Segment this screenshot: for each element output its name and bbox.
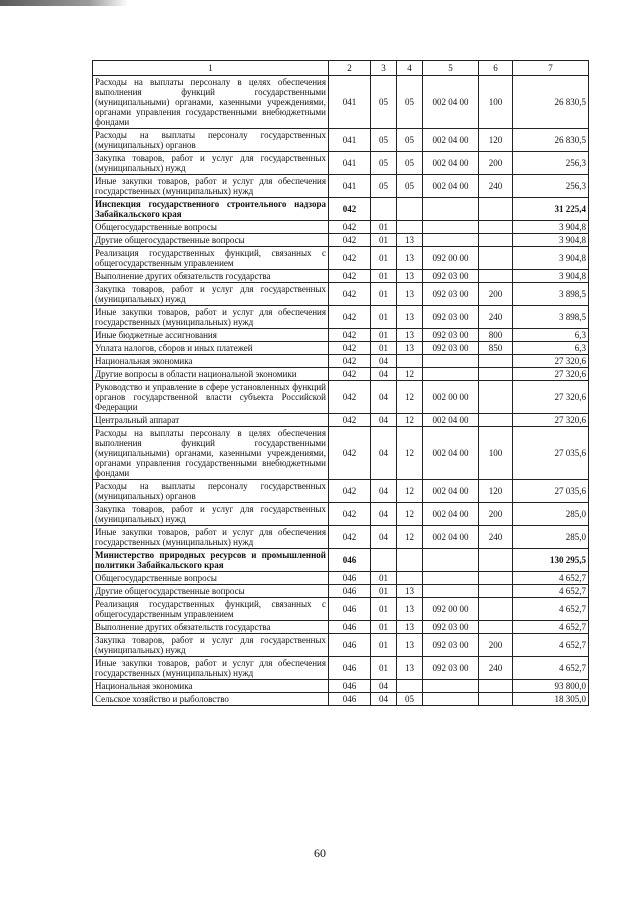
cell-subsection: 12 (397, 526, 423, 549)
cell-amount: 4 652,7 (513, 657, 589, 680)
cell-subsection: 13 (397, 657, 423, 680)
cell-section: 04 (371, 480, 397, 503)
cell-section: 01 (371, 598, 397, 621)
cell-amount: 3 898,5 (513, 306, 589, 329)
cell-target-item: 002 04 00 (423, 76, 479, 129)
table-row (93, 480, 589, 503)
cell-admin-code: 042 (329, 480, 371, 503)
cell-expense-type (479, 572, 513, 585)
cell-subsection (397, 221, 423, 234)
cell-target-item (423, 355, 479, 368)
cell-name: Реализация государственных функций, связанных с общегосударственным управлением (93, 247, 329, 270)
cell-amount: 3 904,8 (513, 221, 589, 234)
cell-subsection: 13 (397, 306, 423, 329)
cell-section: 05 (371, 129, 397, 152)
cell-name: Реализация государственных функций, связанных с общегосударственным управлением (93, 598, 329, 621)
cell-amount: 285,0 (513, 503, 589, 526)
cell-expense-type (479, 381, 513, 414)
cell-subsection (397, 572, 423, 585)
table-row-department (93, 198, 589, 221)
table-row (93, 680, 589, 693)
cell-subsection (397, 549, 423, 572)
cell-admin-code: 046 (329, 572, 371, 585)
cell-amount: 27 320,6 (513, 381, 589, 414)
cell-expense-type: 200 (479, 283, 513, 306)
cell-section: 01 (371, 572, 397, 585)
cell-admin-code: 046 (329, 680, 371, 693)
cell-subsection: 13 (397, 585, 423, 598)
header-col-3: 3 (371, 61, 397, 76)
cell-target-item (423, 221, 479, 234)
cell-subsection: 12 (397, 503, 423, 526)
cell-amount: 26 830,5 (513, 76, 589, 129)
cell-amount: 27 320,6 (513, 414, 589, 427)
cell-target-item: 092 00 00 (423, 247, 479, 270)
cell-subsection: 05 (397, 152, 423, 175)
cell-admin-code: 042 (329, 198, 371, 221)
cell-amount: 6,3 (513, 329, 589, 342)
table-row (93, 234, 589, 247)
cell-expense-type: 200 (479, 503, 513, 526)
cell-admin-code: 042 (329, 355, 371, 368)
cell-admin-code: 042 (329, 427, 371, 480)
cell-name: Министерство природных ресурсов и промышленной политики Забайкальского края (93, 549, 329, 572)
table-row (93, 129, 589, 152)
cell-amount: 256,3 (513, 175, 589, 198)
header-col-2: 2 (329, 61, 371, 76)
cell-target-item: 002 04 00 (423, 129, 479, 152)
cell-expense-type (479, 270, 513, 283)
cell-expense-type: 240 (479, 175, 513, 198)
cell-subsection: 12 (397, 414, 423, 427)
cell-target-item: 092 00 00 (423, 598, 479, 621)
cell-admin-code: 041 (329, 76, 371, 129)
cell-name: Расходы на выплаты персоналу в целях обеспечения выполнения функций государственными (муниципальными) органами, казенными учреждениями, органами управления государственными внебюджетными фондами (93, 427, 329, 480)
cell-target-item: 092 03 00 (423, 342, 479, 355)
cell-admin-code: 042 (329, 329, 371, 342)
cell-section: 04 (371, 381, 397, 414)
table-row (93, 414, 589, 427)
cell-expense-type (479, 198, 513, 221)
cell-name: Закупка товаров, работ и услуг для государственных (муниципальных) нужд (93, 634, 329, 657)
cell-amount: 130 295,5 (513, 549, 589, 572)
cell-target-item (423, 549, 479, 572)
cell-subsection: 05 (397, 693, 423, 706)
cell-target-item: 092 03 00 (423, 329, 479, 342)
cell-amount: 4 652,7 (513, 621, 589, 634)
cell-target-item (423, 198, 479, 221)
budget-table (92, 60, 589, 706)
cell-section: 01 (371, 221, 397, 234)
cell-section: 04 (371, 414, 397, 427)
cell-name: Иные закупки товаров, работ и услуг для обеспечения государственных (муниципальных) нужд (93, 175, 329, 198)
cell-target-item: 002 04 00 (423, 427, 479, 480)
cell-amount: 27 035,6 (513, 480, 589, 503)
cell-admin-code: 046 (329, 598, 371, 621)
cell-admin-code: 042 (329, 306, 371, 329)
cell-amount: 3 904,8 (513, 234, 589, 247)
cell-section: 04 (371, 503, 397, 526)
cell-section: 01 (371, 270, 397, 283)
cell-subsection: 13 (397, 634, 423, 657)
cell-target-item: 002 04 00 (423, 152, 479, 175)
table-row (93, 526, 589, 549)
cell-section (371, 549, 397, 572)
table-row (93, 634, 589, 657)
page-number: 60 (314, 846, 326, 860)
cell-target-item: 092 03 00 (423, 657, 479, 680)
cell-target-item: 002 04 00 (423, 414, 479, 427)
cell-name: Уплата налогов, сборов и иных платежей (93, 342, 329, 355)
table-row (93, 503, 589, 526)
cell-admin-code: 046 (329, 549, 371, 572)
cell-name: Национальная экономика (93, 355, 329, 368)
cell-amount: 256,3 (513, 152, 589, 175)
table-row (93, 283, 589, 306)
cell-subsection: 12 (397, 427, 423, 480)
cell-name: Общегосударственные вопросы (93, 572, 329, 585)
cell-name: Другие вопросы в области национальной экономики (93, 368, 329, 381)
cell-target-item (423, 693, 479, 706)
table-row (93, 247, 589, 270)
cell-name: Иные закупки товаров, работ и услуг для обеспечения государственных (муниципальных) нужд (93, 657, 329, 680)
cell-admin-code: 042 (329, 342, 371, 355)
cell-section (371, 198, 397, 221)
table-row (93, 657, 589, 680)
cell-expense-type: 120 (479, 129, 513, 152)
cell-target-item (423, 572, 479, 585)
table-row (93, 598, 589, 621)
cell-expense-type: 200 (479, 152, 513, 175)
cell-expense-type: 850 (479, 342, 513, 355)
table-row (93, 572, 589, 585)
header-col-4: 4 (397, 61, 423, 76)
cell-target-item (423, 234, 479, 247)
table-row (93, 175, 589, 198)
cell-target-item: 092 03 00 (423, 634, 479, 657)
cell-name: Иные закупки товаров, работ и услуг для обеспечения государственных (муниципальных) нужд (93, 306, 329, 329)
cell-section: 04 (371, 526, 397, 549)
cell-subsection: 12 (397, 480, 423, 503)
cell-name: Другие общегосударственные вопросы (93, 585, 329, 598)
cell-amount: 4 652,7 (513, 572, 589, 585)
cell-admin-code: 042 (329, 270, 371, 283)
cell-expense-type (479, 234, 513, 247)
cell-subsection: 13 (397, 342, 423, 355)
cell-admin-code: 041 (329, 129, 371, 152)
cell-admin-code: 042 (329, 368, 371, 381)
table-row (93, 427, 589, 480)
cell-admin-code: 042 (329, 247, 371, 270)
table-row (93, 585, 589, 598)
table-header-row (93, 61, 589, 76)
cell-amount: 3 904,8 (513, 270, 589, 283)
cell-section: 01 (371, 621, 397, 634)
cell-target-item (423, 585, 479, 598)
table-row (93, 355, 589, 368)
table-row (93, 693, 589, 706)
cell-target-item: 002 04 00 (423, 503, 479, 526)
cell-section: 05 (371, 152, 397, 175)
cell-section: 05 (371, 76, 397, 129)
cell-amount: 31 225,4 (513, 198, 589, 221)
cell-amount: 3 898,5 (513, 283, 589, 306)
cell-target-item: 002 00 00 (423, 381, 479, 414)
table-body (93, 76, 589, 706)
header-col-1: 1 (93, 61, 329, 76)
cell-amount: 4 652,7 (513, 598, 589, 621)
cell-expense-type (479, 368, 513, 381)
cell-subsection (397, 198, 423, 221)
cell-amount: 4 652,7 (513, 634, 589, 657)
cell-expense-type (479, 247, 513, 270)
cell-section: 01 (371, 657, 397, 680)
cell-amount: 93 800,0 (513, 680, 589, 693)
cell-name: Закупка товаров, работ и услуг для государственных (муниципальных) нужд (93, 503, 329, 526)
cell-subsection: 13 (397, 270, 423, 283)
cell-amount: 27 035,6 (513, 427, 589, 480)
cell-target-item: 092 03 00 (423, 306, 479, 329)
cell-section: 04 (371, 368, 397, 381)
table-row (93, 221, 589, 234)
cell-section: 01 (371, 283, 397, 306)
cell-name: Закупка товаров, работ и услуг для государственных (муниципальных) нужд (93, 152, 329, 175)
cell-subsection (397, 355, 423, 368)
cell-amount: 18 305,0 (513, 693, 589, 706)
cell-expense-type (479, 585, 513, 598)
cell-name: Расходы на выплаты персоналу государственных (муниципальных) органов (93, 480, 329, 503)
cell-admin-code: 046 (329, 621, 371, 634)
cell-expense-type (479, 221, 513, 234)
table-row (93, 270, 589, 283)
cell-expense-type (479, 693, 513, 706)
cell-subsection: 13 (397, 329, 423, 342)
cell-section: 01 (371, 306, 397, 329)
cell-admin-code: 042 (329, 221, 371, 234)
cell-subsection (397, 680, 423, 693)
cell-target-item: 002 04 00 (423, 175, 479, 198)
cell-amount: 26 830,5 (513, 129, 589, 152)
cell-section: 01 (371, 585, 397, 598)
cell-admin-code: 041 (329, 152, 371, 175)
cell-expense-type: 200 (479, 634, 513, 657)
cell-section: 04 (371, 693, 397, 706)
header-col-6: 6 (479, 61, 513, 76)
cell-target-item: 092 03 00 (423, 270, 479, 283)
cell-expense-type (479, 414, 513, 427)
cell-amount: 3 904,8 (513, 247, 589, 270)
scan-edge-mark (0, 0, 128, 6)
cell-name: Руководство и управление в сфере установленных функций органов государственной власти субъекта Российской Федерации (93, 381, 329, 414)
cell-target-item: 002 04 00 (423, 480, 479, 503)
cell-name: Расходы на выплаты персоналу в целях обеспечения выполнения функций государственными (муниципальными) органами, казенными учреждениями, органами управления государственными внебюджетными фондами (93, 76, 329, 129)
header-col-7: 7 (513, 61, 589, 76)
cell-target-item: 092 03 00 (423, 621, 479, 634)
table-row (93, 306, 589, 329)
cell-expense-type: 100 (479, 427, 513, 480)
cell-target-item: 092 03 00 (423, 283, 479, 306)
cell-amount: 285,0 (513, 526, 589, 549)
cell-section: 05 (371, 175, 397, 198)
table-row (93, 76, 589, 129)
cell-subsection: 13 (397, 283, 423, 306)
table-row (93, 342, 589, 355)
table-row-department (93, 549, 589, 572)
cell-name: Закупка товаров, работ и услуг для государственных (муниципальных) нужд (93, 283, 329, 306)
cell-target-item: 002 04 00 (423, 526, 479, 549)
cell-expense-type: 240 (479, 657, 513, 680)
cell-expense-type (479, 621, 513, 634)
cell-expense-type (479, 598, 513, 621)
cell-expense-type: 240 (479, 526, 513, 549)
cell-subsection: 13 (397, 598, 423, 621)
cell-section: 01 (371, 342, 397, 355)
cell-amount: 27 320,6 (513, 355, 589, 368)
table-row (93, 368, 589, 381)
cell-admin-code: 046 (329, 585, 371, 598)
cell-name: Иные закупки товаров, работ и услуг для обеспечения государственных (муниципальных) нужд (93, 526, 329, 549)
header-col-5: 5 (423, 61, 479, 76)
cell-expense-type: 800 (479, 329, 513, 342)
cell-subsection: 13 (397, 621, 423, 634)
cell-section: 04 (371, 680, 397, 693)
cell-amount: 6,3 (513, 342, 589, 355)
cell-name: Сельское хозяйство и рыболовство (93, 693, 329, 706)
table-row (93, 621, 589, 634)
cell-name: Общегосударственные вопросы (93, 221, 329, 234)
cell-admin-code: 042 (329, 414, 371, 427)
cell-name: Расходы на выплаты персоналу государственных (муниципальных) органов (93, 129, 329, 152)
cell-admin-code: 046 (329, 693, 371, 706)
cell-name: Иные бюджетные ассигнования (93, 329, 329, 342)
cell-admin-code: 042 (329, 503, 371, 526)
cell-admin-code: 041 (329, 175, 371, 198)
cell-amount: 27 320,6 (513, 368, 589, 381)
cell-expense-type: 120 (479, 480, 513, 503)
cell-subsection: 05 (397, 175, 423, 198)
cell-target-item (423, 368, 479, 381)
cell-expense-type: 100 (479, 76, 513, 129)
cell-subsection: 12 (397, 368, 423, 381)
cell-admin-code: 042 (329, 526, 371, 549)
table-row (93, 381, 589, 414)
cell-name: Выполнение других обязательств государства (93, 621, 329, 634)
cell-subsection: 12 (397, 381, 423, 414)
cell-section: 01 (371, 247, 397, 270)
cell-expense-type (479, 680, 513, 693)
cell-name: Национальная экономика (93, 680, 329, 693)
cell-admin-code: 042 (329, 381, 371, 414)
cell-admin-code: 046 (329, 657, 371, 680)
cell-section: 04 (371, 355, 397, 368)
cell-admin-code: 042 (329, 283, 371, 306)
cell-section: 01 (371, 634, 397, 657)
cell-admin-code: 042 (329, 234, 371, 247)
cell-name: Центральный аппарат (93, 414, 329, 427)
cell-expense-type (479, 549, 513, 572)
cell-subsection: 13 (397, 247, 423, 270)
cell-name: Другие общегосударственные вопросы (93, 234, 329, 247)
cell-section: 01 (371, 329, 397, 342)
cell-target-item (423, 680, 479, 693)
cell-subsection: 05 (397, 76, 423, 129)
cell-name: Инспекция государственного строительного надзора Забайкальского края (93, 198, 329, 221)
cell-expense-type: 240 (479, 306, 513, 329)
cell-name: Выполнение других обязательств государства (93, 270, 329, 283)
table-row (93, 152, 589, 175)
cell-section: 01 (371, 234, 397, 247)
cell-amount: 4 652,7 (513, 585, 589, 598)
cell-admin-code: 046 (329, 634, 371, 657)
cell-subsection: 05 (397, 129, 423, 152)
cell-subsection: 13 (397, 234, 423, 247)
cell-section: 04 (371, 427, 397, 480)
table-row (93, 329, 589, 342)
cell-expense-type (479, 355, 513, 368)
